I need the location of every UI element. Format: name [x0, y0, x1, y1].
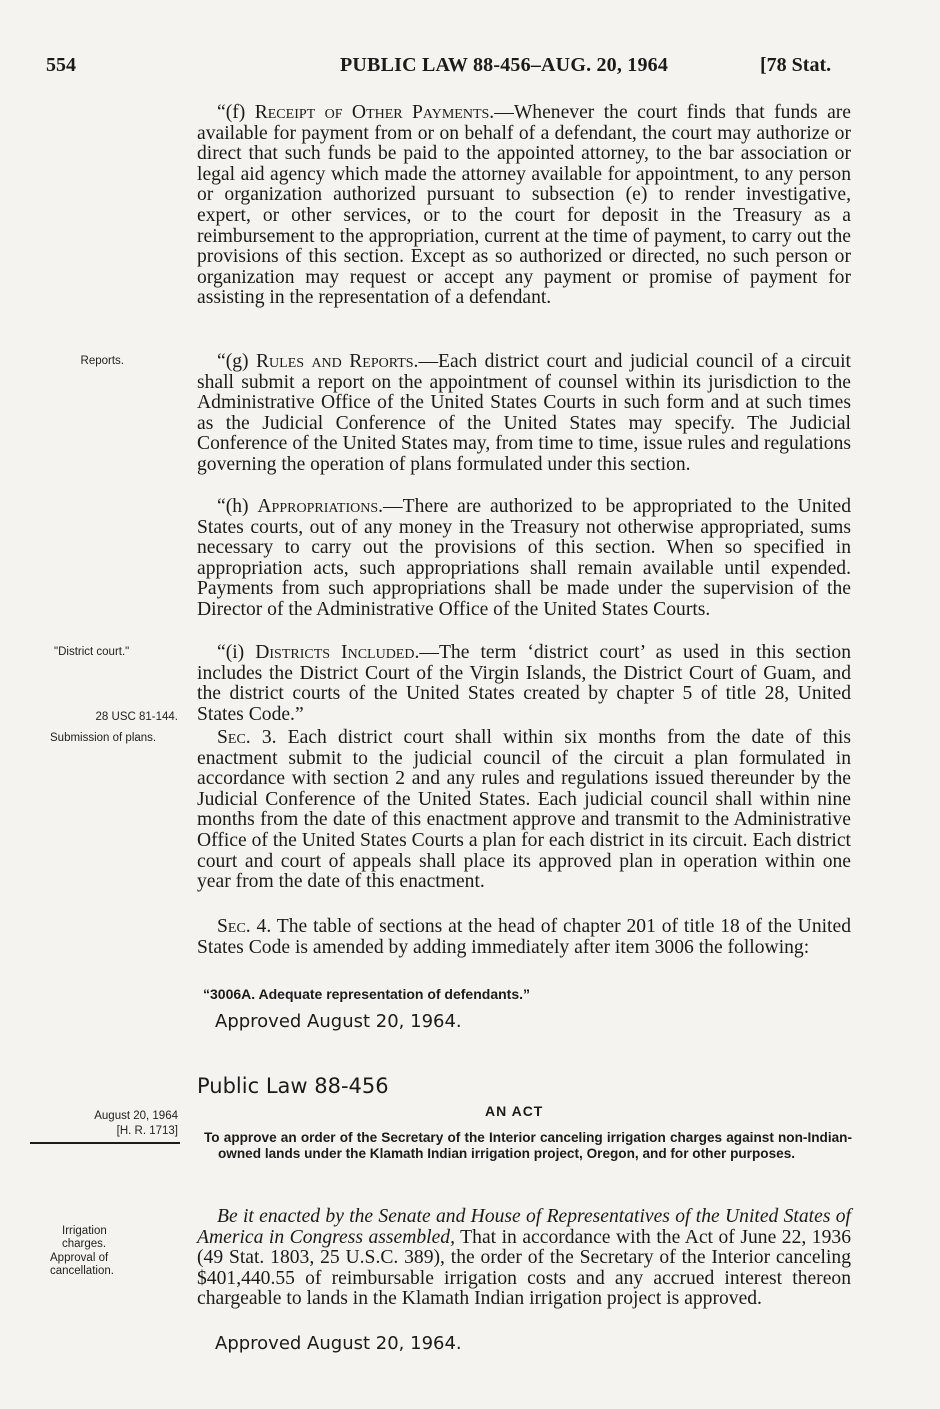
page-header: [0, 54, 940, 84]
margin-approval-text: Approval of cancellation.: [50, 1252, 114, 1277]
sec3-label: Sec. 3.: [217, 727, 277, 748]
f-heading: Receipt of Other Payments.: [254, 102, 495, 123]
paragraph-h: [197, 497, 851, 621]
margin-submission-text: Submission of plans.: [50, 732, 157, 744]
sec4-label: Sec. 4.: [217, 916, 272, 937]
margin-rule: [30, 1142, 180, 1144]
public-law-number: Public Law 88-456: [197, 1074, 389, 1098]
h-heading: Appropriations.: [257, 496, 384, 517]
enactment: [197, 1207, 851, 1310]
margin-reports-text: Reports.: [80, 355, 124, 367]
h-prefix: “(h): [217, 496, 258, 517]
statute-reference: [78 Stat.: [760, 54, 832, 76]
g-prefix: “(g): [217, 351, 256, 372]
i-prefix: “(i): [217, 642, 256, 663]
margin-note-district-court: [54, 646, 174, 659]
section-4: [197, 917, 851, 958]
margin-note-bill: [28, 1125, 178, 1138]
margin-usc-text: 28 USC 81-144.: [95, 711, 178, 723]
section-i: [197, 643, 851, 725]
paragraph-f: [197, 103, 851, 309]
amendment-text: “3006A. Adequate representation of defendants.”: [203, 986, 530, 1002]
margin-bill-text: [H. R. 1713]: [116, 1125, 178, 1137]
paragraph-i: [197, 643, 851, 725]
margin-irrigation-text: Irrigation charges.: [62, 1225, 107, 1250]
approval-2: [215, 1333, 869, 1354]
margin-note-usc: [28, 711, 178, 724]
section-3: [197, 728, 851, 893]
enacting-clause: Be it enacted by the Senate and House of Representatives of the United States of America in Congress assembled,: [197, 1206, 851, 1248]
approved-date-1: Approved August 20, 1964.: [215, 1011, 462, 1032]
sec4-text: The table of sections at the head of chapter 201 of title 18 of the United States Code is amended by adding immediately after item 3006 the following:: [197, 916, 851, 958]
an-act-label: AN ACT: [485, 1103, 544, 1119]
margin-note-reports: [28, 355, 124, 368]
enactment-text: That in accordance with the Act of June 22, 1936 (49 Stat. 1803, 25 U.S.C. 389), the order of the Secretary of the Interior canceling $401,440.55 of reimbursable irrigation costs and any accrued interest thereon chargeable to lands in the Klamath Indian irrigation project is approved.: [197, 1226, 851, 1310]
paragraph-enactment: [197, 1207, 851, 1310]
i-heading: Districts Included.: [255, 642, 420, 663]
page-number: 554: [46, 54, 76, 76]
paragraph-g: [197, 352, 851, 476]
paragraph-sec4: [197, 917, 851, 958]
an-act-heading: [485, 1103, 585, 1121]
approved-date-2: Approved August 20, 1964.: [215, 1333, 462, 1354]
amendment-item: [203, 986, 857, 1002]
i-text: —The term ‘district court’ as used in this section includes the District Court of the Virgin Islands, the District Court of Guam, and the district courts of the United States created by chapter 5 of title 28, United States Code.”: [197, 642, 852, 725]
section-f: [197, 103, 851, 309]
margin-note-submission: [50, 732, 170, 745]
section-h: [197, 497, 851, 621]
act-description-text: To approve an order of the Secretary of the Interior canceling irrigation charges against non-Indian-owned lands under the Klamath Indian irrigation project, Oregon, and for other purposes.: [204, 1130, 852, 1161]
margin-date-text: August 20, 1964: [94, 1110, 178, 1122]
g-text: —Each district court and judicial council of a circuit shall submit a report on the appointment of counsel within its jurisdiction to the Administrative Office of the United States Courts in such form and at such times as the Judicial Conference of the United States may specify. The Judicial Conference of the United States may, from time to time, issue rules and regulations governing the operation of plans formulated under this section.: [197, 351, 851, 475]
running-title: PUBLIC LAW 88-456–AUG. 20, 1964: [340, 54, 669, 76]
margin-note-irrigation: [62, 1225, 152, 1251]
sec3-text: Each district court shall within six months from the date of this enactment submit to the judicial council of the circuit a plan formulated in accordance with section 2 and any rules and regulations issued thereunder by the Judicial Conference of the United States. Each judicial council shall within nine months from the date of this enactment approve and transmit to the Administrative Office of the United States Courts a plan for each district in its circuit. Each district court and court of appeals shall place its approved plan in operation within one year from the date of this enactment.: [197, 727, 851, 893]
margin-note-approval: [50, 1252, 160, 1278]
margin-note-date: [28, 1110, 178, 1123]
approval-1: [215, 1011, 869, 1032]
paragraph-sec3: [197, 728, 851, 893]
g-heading: Rules and Reports.: [255, 351, 419, 372]
public-law-title: [197, 1074, 851, 1098]
act-description: [204, 1130, 852, 1162]
h-text: —There are authorized to be appropriated to the United States courts, out of any money in the Treasury not otherwise appropriated, sums necessary to carry out the provisions of this section. When so specified in appropriation acts, such appropriations shall remain available until expended. Payments from such appropriations shall be made under the supervision of the Director of the Administrative Office of the United States Courts.: [197, 496, 851, 620]
margin-district-court-text: "District court.": [54, 646, 130, 658]
f-prefix: “(f): [217, 102, 255, 123]
f-text: —Whenever the court finds that funds are available for payment from or on behalf of a defendant, the court may authorize or direct that such funds be paid to the appointed attorney, to the bar association or legal aid agency which made the attorney available for appointment, to any person or organization authorized pursuant to subsection (e) to render investigative, expert, or other services, or to the court for deposit in the Treasury as a reimbursement to the appropriation, current at the time of payment, to carry out the provisions of this section. Except as so authorized or directed, no such person or organization may request or accept any payment or promise of payment for assisting in the representation of a defendant.: [197, 102, 852, 309]
section-g: [197, 352, 851, 476]
